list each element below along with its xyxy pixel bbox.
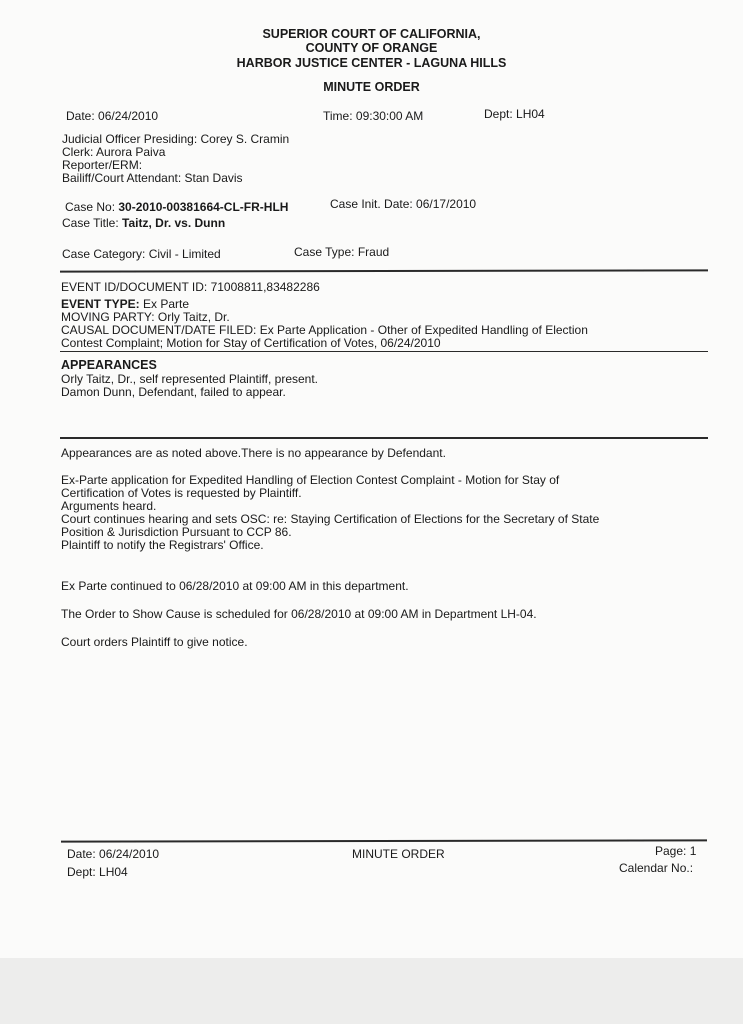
hearing-time: Time: 09:30:00 AM: [323, 109, 424, 123]
document-title: MINUTE ORDER: [323, 80, 420, 94]
case-type: Case Type: Fraud: [294, 245, 390, 259]
appearances-heading: APPEARANCES: [61, 358, 157, 372]
causal-document-line-1: CAUSAL DOCUMENT/DATE FILED: Ex Parte Application - Other of Expedited Handling of Election: [61, 323, 588, 337]
footer-date: Date: 06/24/2010: [67, 847, 160, 861]
case-number-value: 30-2010-00381664-CL-FR-HLH: [118, 200, 289, 214]
hearing-date: Date: 06/24/2010: [66, 109, 159, 123]
justice-center-name: HARBOR JUSTICE CENTER - LAGUNA HILLS: [236, 56, 507, 70]
footer-page: Page: 1: [655, 844, 697, 858]
body-paragraph-5: Court orders Plaintiff to give notice.: [61, 635, 248, 649]
case-title: [62, 217, 225, 229]
body-paragraph-2-line-3: Arguments heard.: [61, 499, 157, 513]
department: Dept: LH04: [484, 107, 545, 121]
footer-divider: [61, 839, 707, 842]
court-name: SUPERIOR COURT OF CALIFORNIA,: [262, 27, 481, 41]
event-type-value: Ex Parte: [143, 297, 190, 311]
county-name: COUNTY OF ORANGE: [305, 41, 438, 55]
body-paragraph-2-line-5: Position & Jurisdiction Pursuant to CCP 86.: [61, 525, 292, 539]
case-title-value: Taitz, Dr. vs. Dunn: [122, 216, 226, 230]
event-type-label: EVENT TYPE:: [61, 297, 140, 311]
appearance-defendant: Damon Dunn, Defendant, failed to appear.: [61, 385, 286, 399]
footer-title: MINUTE ORDER: [352, 847, 445, 861]
case-title-label: Case Title:: [62, 216, 119, 230]
body-paragraph-2-line-1: Ex-Parte application for Expedited Handling of Election Contest Complaint - Motion for Stay of: [61, 473, 560, 487]
scan-bottom-margin: [0, 958, 743, 1024]
clerk: Clerk: Aurora Paiva: [62, 145, 166, 159]
footer-dept: Dept: LH04: [67, 865, 128, 879]
divider-1: [60, 269, 708, 272]
body-paragraph-2-line-4: Court continues hearing and sets OSC: re: Staying Certification of Elections for the Secretary of State: [61, 512, 600, 526]
case-number: [65, 201, 288, 213]
judicial-officer: Judicial Officer Presiding: Corey S. Cramin: [62, 132, 290, 146]
case-init-date: Case Init. Date: 06/17/2010: [330, 197, 477, 211]
body-paragraph-1: Appearances are as noted above.There is no appearance by Defendant.: [61, 446, 446, 460]
reporter: Reporter/ERM:: [62, 158, 143, 172]
divider-2: [60, 351, 708, 352]
appearance-plaintiff: Orly Taitz, Dr., self represented Plaintiff, present.: [61, 372, 319, 386]
causal-document-line-2: Contest Complaint; Motion for Stay of Certification of Votes, 06/24/2010: [61, 336, 441, 350]
divider-3: [60, 437, 708, 439]
case-category: Case Category: Civil - Limited: [62, 247, 221, 261]
bailiff: Bailiff/Court Attendant: Stan Davis: [62, 171, 243, 185]
case-number-label: Case No:: [65, 200, 116, 214]
event-id: EVENT ID/DOCUMENT ID: 71008811,83482286: [61, 280, 320, 294]
body-paragraph-4: The Order to Show Cause is scheduled for 06/28/2010 at 09:00 AM in Department LH-04.: [61, 607, 537, 621]
event-type: [61, 298, 189, 310]
body-paragraph-2-line-2: Certification of Votes is requested by Plaintiff.: [61, 486, 302, 500]
footer-calendar-no: Calendar No.:: [619, 861, 694, 875]
moving-party: MOVING PARTY: Orly Taitz, Dr.: [61, 310, 230, 324]
body-paragraph-2-line-6: Plaintiff to notify the Registrars' Office.: [61, 538, 264, 552]
body-paragraph-3: Ex Parte continued to 06/28/2010 at 09:00 AM in this department.: [61, 579, 409, 593]
